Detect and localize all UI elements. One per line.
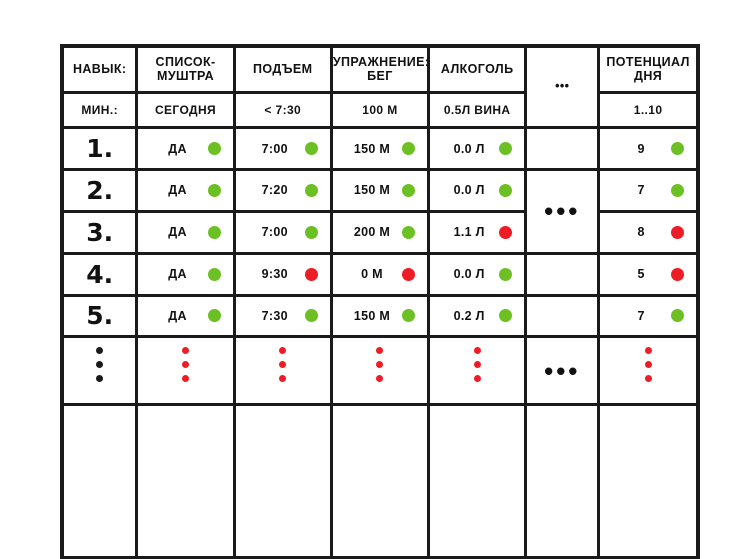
- status-dot-green: [499, 142, 512, 155]
- more-rows-ellipsis-icon: •••: [526, 169, 599, 253]
- cell-value: ДА: [168, 308, 187, 323]
- header-exercise-label: УПРАЖНЕНИЕ:: [332, 54, 430, 69]
- cell-value: ДА: [168, 141, 187, 156]
- cell-wakeup-ellipsis-icon: [234, 337, 331, 404]
- status-dot-green: [499, 268, 512, 281]
- table-minimum-row: [64, 93, 696, 128]
- tracker-grid: [64, 48, 696, 559]
- table-row: [64, 211, 696, 253]
- cell-alcohol[interactable]: [429, 295, 526, 337]
- cell-value: ДА: [168, 267, 187, 282]
- cell-value: 0.2 Л: [453, 308, 485, 323]
- empty-cell-number: [64, 404, 137, 557]
- header-alcohol: [429, 48, 526, 93]
- status-dot-green: [208, 226, 221, 239]
- status-dot-green: [208, 309, 221, 322]
- table-row: [64, 295, 696, 337]
- cell-value: ДА: [168, 183, 187, 198]
- cell-value: 7:00: [261, 225, 288, 240]
- cell-checklist[interactable]: [137, 253, 234, 295]
- cell-wakeup[interactable]: [234, 128, 331, 170]
- cell-value: 0.0 Л: [453, 267, 485, 282]
- cell-value: 7:00: [261, 141, 288, 156]
- cell-value: 0.0 Л: [453, 141, 485, 156]
- empty-cell-more: [526, 404, 599, 557]
- table-row: [64, 128, 696, 170]
- cell-alcohol[interactable]: [429, 211, 526, 253]
- header-exercise: [331, 48, 428, 93]
- cell-value: 0.0 Л: [453, 183, 485, 198]
- cell-potential[interactable]: [599, 253, 696, 295]
- cell-checklist[interactable]: [137, 169, 234, 211]
- empty-cell-checklist: [137, 404, 234, 557]
- cell-value: 7:30: [261, 308, 288, 323]
- cell-value: 9:30: [261, 267, 288, 282]
- cell-value: 7:20: [261, 183, 288, 198]
- status-dot-green: [402, 226, 415, 239]
- table-row: [64, 253, 696, 295]
- cell-value: 7: [637, 308, 645, 323]
- status-dot-green: [305, 184, 318, 197]
- table-row: [64, 169, 696, 211]
- min-exercise: 100 М: [331, 93, 428, 128]
- cell-value: 150 М: [353, 141, 391, 156]
- row-number: 4.: [64, 253, 137, 295]
- status-dot-red: [499, 226, 512, 239]
- header-potential-label: ПОТЕНЦИАЛ: [606, 54, 690, 69]
- row-number-ellipsis-icon: [64, 337, 137, 404]
- cell-exercise[interactable]: [331, 295, 428, 337]
- cell-value: 7: [637, 183, 645, 198]
- cell-alcohol[interactable]: [429, 169, 526, 211]
- cell-checklist[interactable]: [137, 211, 234, 253]
- cell-wakeup[interactable]: [234, 169, 331, 211]
- status-dot-green: [208, 268, 221, 281]
- cell-value: 8: [637, 225, 645, 240]
- min-alcohol: 0.5Л ВИНА: [429, 93, 526, 128]
- min-label: МИН.:: [64, 93, 137, 128]
- status-dot-green: [402, 142, 415, 155]
- empty-cell-alcohol: [429, 404, 526, 557]
- cell-wakeup[interactable]: [234, 211, 331, 253]
- cell-potential[interactable]: [599, 211, 696, 253]
- more-cells-ellipsis-icon: •••: [526, 337, 599, 404]
- header-checklist-label: СПИСОК-: [155, 54, 216, 69]
- cell-checklist[interactable]: [137, 128, 234, 170]
- status-dot-green: [305, 309, 318, 322]
- cell-value: 9: [637, 141, 645, 156]
- cell-checklist-ellipsis-icon: [137, 337, 234, 404]
- row-number: 5.: [64, 295, 137, 337]
- status-dot-red: [671, 268, 684, 281]
- cell-value: 0 М: [361, 267, 383, 282]
- cell-alcohol-ellipsis-icon: [429, 337, 526, 404]
- cell-value: 5: [637, 267, 645, 282]
- status-dot-green: [208, 142, 221, 155]
- header-wakeup: [234, 48, 331, 93]
- header-checklist: [137, 48, 234, 93]
- min-potential: 1..10: [599, 93, 696, 128]
- status-dot-red: [305, 268, 318, 281]
- status-dot-green: [499, 309, 512, 322]
- status-dot-green: [402, 184, 415, 197]
- table-continuation-row: [64, 337, 696, 404]
- cell-more: [526, 253, 599, 295]
- cell-exercise[interactable]: [331, 211, 428, 253]
- cell-exercise[interactable]: [331, 128, 428, 170]
- cell-value: 150 М: [353, 308, 391, 323]
- empty-cell-potential: [599, 404, 696, 557]
- header-potential-sublabel: ДНЯ: [634, 68, 663, 83]
- status-dot-green: [402, 309, 415, 322]
- cell-potential[interactable]: [599, 128, 696, 170]
- status-dot-red: [402, 268, 415, 281]
- cell-exercise[interactable]: [331, 169, 428, 211]
- row-number: 1.: [64, 128, 137, 170]
- table-empty-area: [64, 404, 696, 557]
- cell-value: 1.1 Л: [453, 225, 485, 240]
- header-potential: [599, 48, 696, 93]
- status-dot-green: [208, 184, 221, 197]
- header-skill-label: НАВЫК:: [72, 61, 127, 76]
- header-wakeup-label: ПОДЪЕМ: [253, 61, 313, 76]
- cell-value: 150 М: [353, 183, 391, 198]
- status-dot-green: [671, 309, 684, 322]
- min-wakeup: < 7:30: [234, 93, 331, 128]
- status-dot-green: [671, 184, 684, 197]
- empty-cell-exercise: [331, 404, 428, 557]
- status-dot-green: [671, 142, 684, 155]
- header-checklist-sublabel: МУШТРА: [157, 68, 215, 83]
- cell-more: [526, 128, 599, 170]
- empty-cell-wakeup: [234, 404, 331, 557]
- min-checklist: СЕГОДНЯ: [137, 93, 234, 128]
- cell-wakeup[interactable]: [234, 253, 331, 295]
- cell-potential[interactable]: [599, 295, 696, 337]
- status-dot-green: [305, 142, 318, 155]
- cell-more: [526, 295, 599, 337]
- header-alcohol-label: АЛКОГОЛЬ: [440, 61, 514, 76]
- habit-tracker-table: [60, 44, 700, 559]
- header-skill: [64, 48, 137, 93]
- cell-alcohol[interactable]: [429, 128, 526, 170]
- cell-exercise[interactable]: [331, 253, 428, 295]
- cell-value: ДА: [168, 225, 187, 240]
- header-exercise-sublabel: БЕГ: [367, 68, 393, 83]
- cell-potential[interactable]: [599, 169, 696, 211]
- cell-potential-ellipsis-icon: [599, 337, 696, 404]
- row-number: 2.: [64, 169, 137, 211]
- cell-checklist[interactable]: [137, 295, 234, 337]
- row-number: 3.: [64, 211, 137, 253]
- status-dot-green: [499, 184, 512, 197]
- cell-value: 200 М: [353, 225, 391, 240]
- status-dot-red: [671, 226, 684, 239]
- table-header-row: [64, 48, 696, 93]
- status-dot-green: [305, 226, 318, 239]
- cell-wakeup[interactable]: [234, 295, 331, 337]
- cell-exercise-ellipsis-icon: [331, 337, 428, 404]
- more-columns-ellipsis-icon: •••: [526, 48, 599, 128]
- cell-alcohol[interactable]: [429, 253, 526, 295]
